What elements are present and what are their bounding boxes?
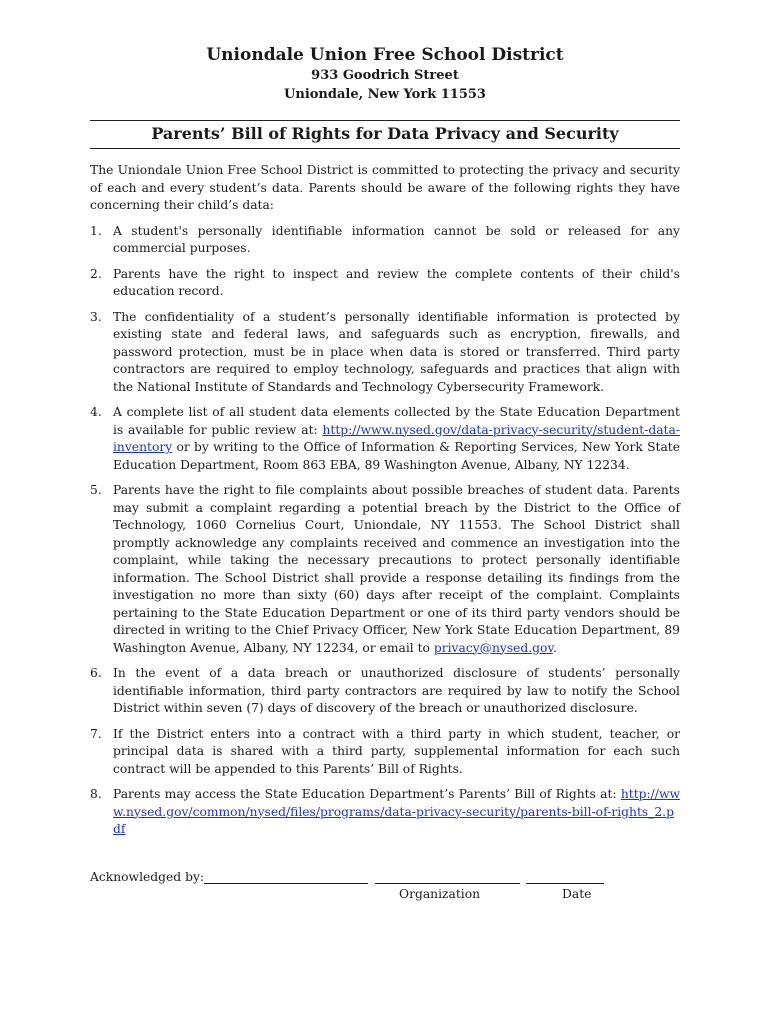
privacy-email-link[interactable]: privacy@nysed.gov: [433, 640, 553, 655]
parents-bill-of-rights-link[interactable]: http://www.nysed.gov/common/nysed/files/programs/data-privacy-security/parents-bill-of-rights_2.pdf: [113, 787, 680, 836]
list-item: [90, 665, 680, 718]
acknowledged-by-label: Acknowledged by:: [90, 869, 205, 884]
list-item: [90, 266, 680, 301]
intro-paragraph: The Uniondale Union Free School District is committed to protecting the privacy and security of each and every student’s data. Parents should be aware of the following rights they have concerning their child’s data:: [90, 163, 680, 212]
acknowledgement-block: [90, 869, 680, 909]
title-rule: [90, 148, 680, 149]
list-item: [90, 404, 680, 474]
item-number: 6.: [90, 666, 102, 680]
item-text: A student's personally identifiable information cannot be sold or released for any commercial purposes.: [113, 223, 680, 255]
organization-caption: Organization: [399, 886, 481, 901]
item-number: 5.: [90, 483, 102, 497]
item-text: .: [552, 640, 557, 655]
list-item: [90, 482, 680, 657]
document-title: Parents’ Bill of Rights for Data Privacy and Security: [151, 124, 619, 143]
list-item: [90, 309, 680, 397]
date-line[interactable]: [526, 883, 604, 884]
item-text: A complete list of all student data elements collected by the State Education Department is available for public review at:: [113, 405, 680, 437]
item-number: 1.: [90, 223, 102, 238]
item-text: Parents have the right to inspect and review the complete contents of their child's education record.: [113, 266, 680, 298]
item-text: Parents have the right to file complaints about possible breaches of student data. Parents may submit a complaint regarding a potential breach by the District to the Office of Technology, 1060 Cornelius Court, Uniondale, NY 11553. The School District shall promptly acknowledge any complaints received and commence an investigation into the complaint, while taking the necessary precautions to protect personally identifiable information. The School District shall provide a response detailing its findings from the investigation no more than sixty (60) days after receipt of the complaint. Complaints pertaining to the State Education Department or one of its third party vendors should be directed in writing to the Chief Privacy Officer, New York State Education Department, 89 Washington Avenue, Albany, NY 12234, or email to: [113, 483, 680, 655]
item-text: The confidentiality of a student’s personally identifiable information is protected by existing state and federal laws, and safeguards such as encryption, firewalls, and password protection, must be in place when data is stored or transferred. Third party contractors are required to employ technology, safeguards and practices that align with the National Institute of Standards and Technology Cybersecurity Framework.: [113, 309, 680, 394]
student-data-inventory-link[interactable]: http://www.nysed.gov/data-privacy-security/student-data-inventory: [113, 422, 680, 454]
item-text: Parents may access the State Education Department’s Parents’ Bill of Rights at:: [113, 787, 621, 801]
district-name: Uniondale Union Free School District: [206, 45, 564, 65]
item-text: In the event of a data breach or unauthorized disclosure of students’ personally identifiable information, third party contractors are required by law to notify the School District within seven (7) days of discovery of the breach or unauthorized disclosure.: [113, 666, 680, 715]
list-item: [90, 223, 680, 258]
organization-line[interactable]: [375, 883, 520, 884]
list-item: [90, 786, 680, 839]
rights-list: [90, 223, 680, 839]
signature-line[interactable]: [204, 883, 368, 884]
item-number: 4.: [90, 405, 102, 419]
document-page: [90, 44, 680, 909]
item-number: 3.: [90, 309, 102, 324]
item-number: 8.: [90, 787, 102, 801]
date-caption: Date: [562, 886, 592, 901]
item-number: 7.: [90, 726, 102, 741]
item-text: or by writing to the Office of Information & Reporting Services, New York State Education Department, Room 863 EBA, 89 Washington Avenue, Albany, NY 12234.: [113, 440, 680, 472]
list-item: [90, 726, 680, 779]
item-text: If the District enters into a contract with a third party in which student, teacher, or principal data is shared with a third party, supplemental information for each such contract will be appended to this Parents’ Bill of Rights.: [113, 726, 680, 776]
item-number: 2.: [90, 266, 102, 281]
city-address: Uniondale, New York 11553: [284, 87, 486, 102]
street-address: 933 Goodrich Street: [311, 68, 459, 83]
